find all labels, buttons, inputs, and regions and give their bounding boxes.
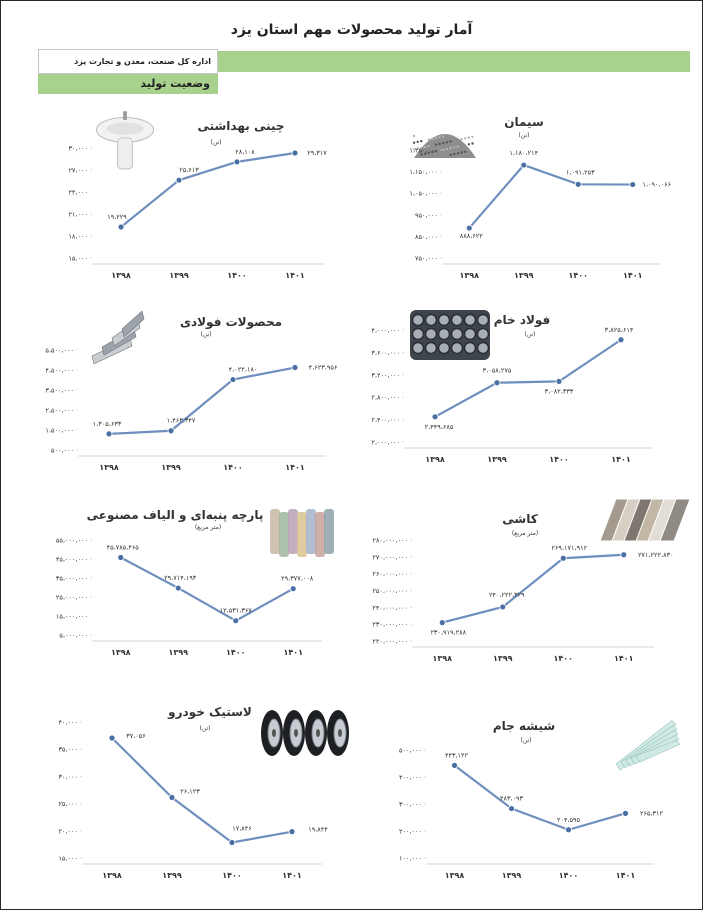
data-label: ۲۵،۶۱۳ bbox=[179, 166, 199, 175]
data-point bbox=[432, 414, 438, 420]
data-label: ۸۸۸،۶۲۲ bbox=[459, 232, 483, 241]
data-point bbox=[169, 794, 175, 800]
x-tick-label: ۱۳۹۹ bbox=[492, 654, 513, 663]
glass-sheets-icon bbox=[616, 720, 680, 770]
data-point bbox=[521, 162, 527, 168]
data-label: ۳۷،۰۵۶ bbox=[126, 732, 146, 741]
steel-profile-icon bbox=[92, 311, 144, 364]
x-tick-label: ۱۳۹۹ bbox=[487, 455, 507, 464]
data-point bbox=[566, 827, 572, 833]
data-point bbox=[292, 150, 298, 156]
data-label: ۲۳۰،۹۱۹،۲۸۸ bbox=[430, 628, 467, 637]
y-tick-label: ۲۶۰،۰۰۰،۰۰۰ bbox=[372, 570, 408, 579]
data-label: ۳،۰۸۲،۳۳۳ bbox=[544, 387, 574, 396]
org-name-box: اداره کل صنعت، معدن و تجارت یزد bbox=[38, 49, 218, 74]
data-label: ۴۵،۷۸۵،۴۶۵ bbox=[106, 543, 139, 552]
y-tick-label: ۱،۱۵۰،۰۰۰ bbox=[409, 168, 438, 177]
x-tick-label: ۱۳۹۸ bbox=[432, 654, 453, 663]
y-tick-label: ۳۰،۰۰۰ bbox=[58, 772, 78, 781]
y-tick-label: ۳،۲۰۰،۰۰۰ bbox=[371, 371, 400, 380]
y-tick-label: ۳۰،۰۰۰ bbox=[68, 144, 88, 153]
data-label: ۱،۰۹۱،۲۵۳ bbox=[565, 168, 595, 177]
y-tick-label: ۹۵۰،۰۰۰ bbox=[414, 211, 438, 220]
data-label: ۱۲،۵۳۱،۳۶۷ bbox=[219, 606, 252, 615]
x-tick-label: ۱۴۰۱ bbox=[613, 654, 634, 663]
y-tick-label: ۳،۵۰۰،۰۰۰ bbox=[45, 386, 74, 395]
chart-unit: (تن) bbox=[524, 331, 536, 338]
chart-title: پارچه پنبه‌ای و الیاف مصنوعی bbox=[86, 508, 264, 522]
header-green-band bbox=[218, 51, 690, 72]
x-tick-label: ۱۳۹۹ bbox=[161, 463, 181, 472]
data-point bbox=[292, 365, 298, 371]
data-point bbox=[556, 378, 562, 384]
y-tick-label: ۲۷۰،۰۰۰،۰۰۰ bbox=[372, 553, 408, 562]
y-tick-label: ۴۵،۰۰۰،۰۰۰ bbox=[55, 555, 88, 564]
data-point bbox=[118, 224, 124, 230]
y-tick-label: ۱۸،۰۰۰ bbox=[68, 232, 88, 241]
y-tick-label: ۲۸۰،۰۰۰،۰۰۰ bbox=[372, 536, 408, 545]
y-tick-label: ۳۵،۰۰۰،۰۰۰ bbox=[55, 574, 88, 583]
data-label: ۴،۰۲۲،۱۸۰ bbox=[228, 365, 258, 374]
x-tick-label: ۱۳۹۸ bbox=[111, 271, 131, 280]
y-tick-label: ۲۵،۰۰۰،۰۰۰ bbox=[55, 593, 88, 602]
chart-unit: (تن) bbox=[200, 331, 212, 338]
y-tick-label: ۵۵،۰۰۰،۰۰۰ bbox=[55, 536, 88, 545]
chart-siman bbox=[362, 110, 682, 280]
y-tick-label: ۱۰۰،۰۰۰ bbox=[398, 854, 422, 863]
data-point bbox=[575, 181, 581, 187]
x-tick-label: ۱۴۰۱ bbox=[283, 648, 304, 657]
series-line bbox=[121, 153, 295, 227]
data-point bbox=[176, 177, 182, 183]
tires-icon bbox=[261, 710, 349, 756]
y-tick-label: ۲،۸۰۰،۰۰۰ bbox=[371, 393, 400, 402]
data-point bbox=[109, 735, 115, 741]
data-label: ۴،۶۲۳،۹۵۶ bbox=[308, 363, 338, 372]
data-label: ۱،۴۶۳،۳۴۷ bbox=[166, 416, 196, 425]
x-tick-label: ۱۳۹۹ bbox=[501, 871, 522, 880]
chart-unit: (متر مربع) bbox=[194, 524, 222, 531]
y-tick-label: ۱۵،۰۰۰ bbox=[58, 854, 78, 863]
y-tick-label: ۷۵۰،۰۰۰ bbox=[414, 254, 438, 263]
data-point bbox=[560, 555, 566, 561]
x-tick-label: ۱۳۹۸ bbox=[459, 271, 480, 280]
y-tick-label: ۵۰۰،۰۰۰ bbox=[50, 446, 74, 455]
data-label: ۲۸،۱۰۸ bbox=[235, 147, 255, 156]
data-label: ۲۸۳،۰۹۳ bbox=[499, 794, 524, 803]
chart-title: فولاد خام bbox=[493, 313, 551, 327]
y-tick-label: ۳۰۰،۰۰۰ bbox=[398, 800, 422, 809]
x-tick-label: ۱۴۰۰ bbox=[558, 871, 579, 880]
series-line bbox=[455, 765, 626, 829]
chart-lastik bbox=[30, 700, 360, 885]
data-label: ۲۹،۳۱۷ bbox=[307, 149, 327, 158]
y-tick-label: ۲،۰۰۰،۰۰۰ bbox=[371, 438, 400, 447]
y-tick-label: ۱،۵۰۰،۰۰۰ bbox=[45, 426, 74, 435]
data-label: ۳،۰۵۸،۲۷۵ bbox=[482, 366, 512, 375]
chart-unit: (تن) bbox=[520, 737, 532, 744]
data-point bbox=[509, 806, 515, 812]
y-tick-label: ۴۰۰،۰۰۰ bbox=[398, 773, 422, 782]
chart-parche bbox=[30, 495, 350, 665]
series-line bbox=[469, 165, 633, 228]
y-tick-label: ۲۳۰،۰۰۰،۰۰۰ bbox=[372, 620, 408, 629]
data-point bbox=[452, 762, 458, 768]
chart-title: شیشه جام bbox=[492, 719, 556, 733]
x-tick-label: ۱۳۹۸ bbox=[425, 455, 445, 464]
data-label: ۲۶،۱۲۳ bbox=[180, 787, 200, 796]
series-line bbox=[121, 558, 294, 621]
data-label: ۴۴۳،۱۲۲ bbox=[444, 751, 469, 760]
y-tick-label: ۲۰۰،۰۰۰ bbox=[398, 827, 422, 836]
data-label: ۲۹،۷۱۴،۱۹۳ bbox=[164, 574, 197, 583]
x-tick-label: ۱۳۹۸ bbox=[110, 648, 131, 657]
series-line bbox=[109, 365, 295, 434]
x-tick-label: ۱۴۰۰ bbox=[549, 455, 569, 464]
x-tick-label: ۱۳۹۹ bbox=[162, 871, 182, 880]
x-tick-label: ۱۴۰۱ bbox=[615, 871, 636, 880]
data-point bbox=[466, 225, 472, 231]
fabric-rolls-icon bbox=[270, 509, 334, 557]
x-tick-label: ۱۳۹۹ bbox=[513, 271, 534, 280]
y-tick-label: ۵،۵۰۰،۰۰۰ bbox=[45, 346, 74, 355]
data-point bbox=[289, 829, 295, 835]
chart-mahsoolat-fooladi bbox=[36, 310, 336, 470]
x-tick-label: ۱۳۹۸ bbox=[102, 871, 122, 880]
data-point bbox=[106, 431, 112, 437]
x-tick-label: ۱۴۰۱ bbox=[611, 455, 631, 464]
data-point bbox=[290, 586, 296, 592]
y-tick-label: ۲،۵۰۰،۰۰۰ bbox=[45, 406, 74, 415]
data-label: ۱۹،۸۴۴ bbox=[308, 825, 328, 834]
chart-unit: (تن) bbox=[210, 139, 222, 146]
chart-unit: (متر مربع) bbox=[511, 530, 539, 537]
data-point bbox=[234, 159, 240, 165]
x-tick-label: ۱۴۰۱ bbox=[285, 271, 305, 280]
x-tick-label: ۱۴۰۰ bbox=[568, 271, 589, 280]
x-tick-label: ۱۴۰۰ bbox=[553, 654, 574, 663]
x-tick-label: ۱۳۹۸ bbox=[99, 463, 119, 472]
data-label: ۲۶۵،۳۱۲ bbox=[639, 809, 664, 818]
y-tick-label: ۲۱،۰۰۰ bbox=[68, 210, 88, 219]
y-tick-label: ۲۵۰،۰۰۰،۰۰۰ bbox=[372, 587, 408, 595]
chart-title: سیمان bbox=[504, 115, 544, 129]
washbasin-icon bbox=[96, 111, 153, 169]
data-point bbox=[168, 428, 174, 434]
y-tick-label: ۱،۰۵۰،۰۰۰ bbox=[409, 189, 438, 198]
x-tick-label: ۱۳۹۸ bbox=[444, 871, 465, 880]
data-point bbox=[621, 552, 627, 558]
data-label: ۱۷،۸۴۶ bbox=[232, 824, 252, 833]
y-tick-label: ۱۵،۰۰۰ bbox=[68, 254, 88, 263]
y-tick-label: ۲۴،۰۰۰ bbox=[68, 188, 88, 197]
steel-pipes-icon bbox=[410, 310, 490, 360]
data-point bbox=[494, 380, 500, 386]
x-tick-label: ۱۳۹۹ bbox=[169, 271, 189, 280]
data-point bbox=[233, 618, 239, 624]
data-label: ۳،۸۲۵،۶۱۴ bbox=[604, 325, 634, 334]
y-tick-label: ۲۰،۰۰۰ bbox=[58, 827, 78, 836]
y-tick-label: ۸۵۰،۰۰۰ bbox=[414, 232, 438, 241]
chart-title: محصولات فولادی bbox=[179, 315, 283, 329]
data-label: ۲۷۱،۲۲۲،۸۳۰ bbox=[637, 550, 674, 559]
data-label: ۱،۱۸۰،۲۱۴ bbox=[509, 149, 539, 158]
chart-title: لاستیک خودرو bbox=[168, 705, 252, 719]
data-label: ۲۶۹،۱۷۱،۹۱۲ bbox=[551, 544, 588, 553]
chart-unit: (تن) bbox=[199, 725, 211, 732]
data-point bbox=[118, 555, 124, 561]
y-tick-label: ۳،۶۰۰،۰۰۰ bbox=[371, 348, 400, 357]
y-tick-label: ۴،۰۰۰،۰۰۰ bbox=[371, 326, 400, 335]
chart-foolad-kham bbox=[362, 310, 682, 470]
series-line bbox=[112, 738, 292, 843]
data-label: ۲۹،۳۷۷،۰۰۸ bbox=[281, 574, 314, 583]
data-label: ۱،۰۹۰،۰۶۶ bbox=[642, 180, 672, 189]
x-tick-label: ۱۴۰۰ bbox=[225, 648, 246, 657]
y-tick-label: ۳۵،۰۰۰ bbox=[58, 745, 78, 754]
x-tick-label: ۱۴۰۱ bbox=[622, 271, 643, 280]
section-label: وضعیت تولید bbox=[38, 74, 218, 94]
data-label: ۱۹،۲۲۹ bbox=[107, 212, 127, 221]
chart-title: چینی بهداشتی bbox=[197, 119, 285, 133]
data-point bbox=[618, 337, 624, 343]
y-tick-label: ۲۲۰،۰۰۰،۰۰۰ bbox=[372, 637, 408, 646]
chart-shishe bbox=[362, 710, 682, 880]
x-tick-label: ۱۴۰۱ bbox=[282, 871, 302, 880]
data-point bbox=[630, 182, 636, 188]
data-label: ۱،۳۰۵،۶۳۳ bbox=[92, 419, 122, 428]
data-point bbox=[229, 840, 235, 846]
chart-chini-behdashti bbox=[36, 110, 336, 280]
series-line bbox=[442, 555, 624, 623]
data-point bbox=[500, 604, 506, 610]
data-label: ۲۰۴،۵۹۵ bbox=[556, 815, 581, 824]
data-label: ۲۴۰،۲۲۲،۳۲۹ bbox=[488, 590, 525, 599]
x-tick-label: ۱۴۰۰ bbox=[223, 463, 243, 472]
y-tick-label: ۲،۴۰۰،۰۰۰ bbox=[371, 416, 400, 425]
y-tick-label: ۱۵،۰۰۰،۰۰۰ bbox=[55, 612, 88, 621]
tiles-icon bbox=[600, 499, 690, 541]
y-tick-label: ۴۰،۰۰۰ bbox=[58, 718, 78, 727]
chart-unit: (تن) bbox=[518, 132, 530, 139]
y-tick-label: ۲۴۰،۰۰۰،۰۰۰ bbox=[372, 603, 408, 612]
chart-kashi bbox=[350, 495, 690, 665]
y-tick-label: ۱،۲۵۰،۰۰۰ bbox=[409, 146, 438, 155]
y-tick-label: ۲۷،۰۰۰ bbox=[68, 166, 88, 175]
y-tick-label: ۵،۰۰۰،۰۰۰ bbox=[59, 631, 88, 640]
data-point bbox=[230, 377, 236, 383]
page-title: آمار تولید محصولات مهم استان یزد bbox=[230, 22, 473, 38]
y-tick-label: ۲۵،۰۰۰ bbox=[58, 800, 78, 809]
y-tick-label: ۵۰۰،۰۰۰ bbox=[398, 746, 422, 755]
x-tick-label: ۱۴۰۰ bbox=[222, 871, 242, 880]
data-point bbox=[623, 810, 629, 816]
x-tick-label: ۱۳۹۹ bbox=[168, 648, 189, 657]
chart-title: کاشی bbox=[502, 512, 538, 526]
data-point bbox=[439, 620, 445, 626]
data-label: ۲،۴۴۹،۶۸۵ bbox=[424, 422, 454, 431]
y-tick-label: ۴،۵۰۰،۰۰۰ bbox=[45, 366, 74, 375]
x-tick-label: ۱۴۰۱ bbox=[285, 463, 305, 472]
x-tick-label: ۱۴۰۰ bbox=[227, 271, 247, 280]
data-point bbox=[175, 585, 181, 591]
